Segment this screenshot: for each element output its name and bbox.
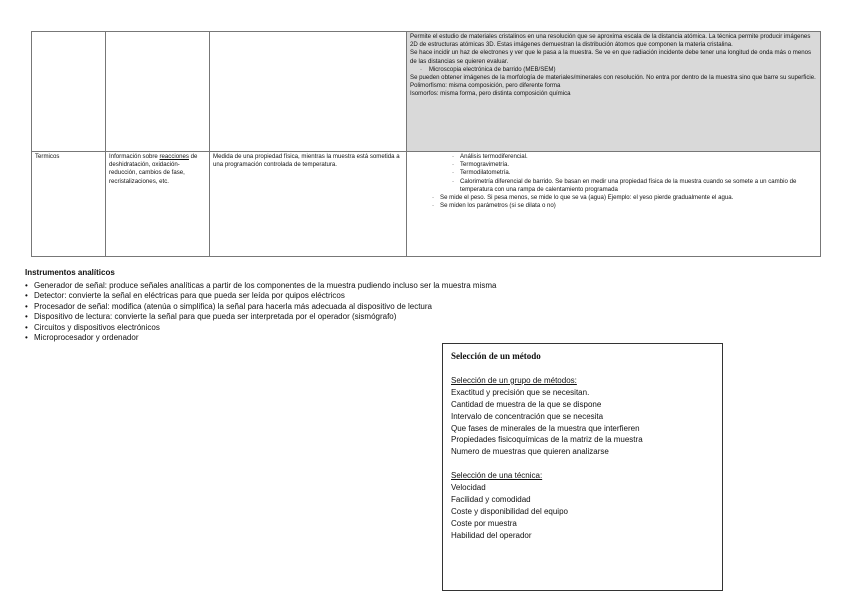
list-item: Velocidad bbox=[451, 483, 486, 493]
list-item: Intervalo de concentración que se necesita bbox=[451, 411, 604, 421]
paragraph: Isomorfos: misma forma, pero distinta composición química bbox=[410, 90, 571, 98]
spacer bbox=[451, 458, 714, 470]
list-item: • Detector: convierte la señal en eléctricas para que pueda ser leída por quipos eléctricos bbox=[25, 291, 496, 302]
list-item: · Termogravimetría. bbox=[450, 161, 817, 169]
table-cell: Medida de una propiedad física, mientras la muestra está sometida a una programación controlada de temperatura. bbox=[210, 152, 407, 257]
list-item: • Dispositivo de lectura: convierte la señal para que pueda ser interpretada por el operador (sismógrafo) bbox=[25, 312, 496, 323]
list-item: · Se mide el peso. Si pesa menos, se mide lo que se va (agua) Ejemplo: el yeso pierde gradualmente el agua. bbox=[430, 194, 817, 202]
list-item: Coste y disponibilidad del equipo bbox=[451, 506, 568, 516]
instrumentos-section bbox=[25, 268, 496, 344]
table-cell bbox=[106, 32, 210, 152]
list-item: • Circuitos y dispositivos electrónicos bbox=[25, 323, 496, 334]
tecnica-heading: Selección de una técnica: bbox=[451, 471, 543, 481]
list-item: Coste por muestra bbox=[451, 518, 517, 528]
list-item: Exactitud y precisión que se necesitan. bbox=[451, 387, 590, 397]
table-cell bbox=[32, 32, 106, 152]
section-title: Instrumentos analíticos bbox=[25, 268, 115, 277]
thermal-methods-list bbox=[410, 153, 817, 194]
paragraph: Se hace incidir un haz de electrones y ver que le pasa a la muestra. Se ve en que radiación incidente debe tener una longitud de onda más o menos de las distancias se quieren evaluar. bbox=[410, 49, 812, 65]
list-item: • Procesador de señal: modifica (atenúa o simplifica) la señal para hacerla más adecuada al dispositivo de lectura bbox=[25, 302, 496, 313]
table-cell bbox=[210, 32, 407, 152]
list-item: • Generador de señal: produce señales analíticas a partir de los componentes de la muestra pudiendo incluso ser la muestra misma bbox=[25, 281, 496, 292]
reacciones-link[interactable]: reacciones bbox=[159, 153, 189, 160]
table-cell bbox=[106, 152, 210, 257]
tecnica-list bbox=[451, 482, 714, 542]
bullet-text: Microscopia electrónica de barrido (MEB/SEM) bbox=[428, 65, 556, 73]
instrumentos-list bbox=[25, 281, 496, 344]
table-cell bbox=[407, 152, 821, 257]
list-item: · Termodilatometría. bbox=[450, 169, 817, 177]
table-cell-description bbox=[407, 32, 821, 152]
paragraph: Polimorfismo: misma composición, pero diferente forma bbox=[410, 82, 561, 90]
list-item: Facilidad y comodidad bbox=[451, 495, 531, 505]
list-item: Numero de muestras que quieren analizarse bbox=[451, 447, 609, 457]
seleccion-box bbox=[442, 343, 723, 591]
list-item: · Calorimetría diferencial de barrido. Se basan en medir una propiedad física de la muestra cuando se somete a un cambio de temperatura con una rampa de calentamiento programada bbox=[450, 178, 817, 194]
analysis-table bbox=[31, 31, 821, 257]
grupo-list bbox=[451, 387, 714, 458]
paragraph: Se pueden obtener imágenes de la morfología de materiales/minerales con resolución. No entra por dentro de la muestra sino que barre su superficie. bbox=[410, 74, 816, 82]
thermal-sub-list bbox=[410, 194, 817, 210]
list-item: • Microprocesador y ordenador bbox=[25, 333, 496, 344]
table-cell: Termicos bbox=[32, 152, 106, 257]
box-title: Selección de un método bbox=[451, 351, 541, 361]
cell-text: Información sobre bbox=[109, 153, 158, 160]
list-item: Que fases de minerales de la muestra que interfieren bbox=[451, 423, 640, 433]
grupo-heading: Selección de un grupo de métodos: bbox=[451, 375, 577, 385]
list-item: Cantidad de muestra de la que se dispone bbox=[451, 399, 602, 409]
cell-text: de deshidratación, oxidación-reducción, cambios de fase, recristalizaciones, etc. bbox=[109, 153, 198, 185]
list-item: Propiedades fisicoquímicas de la matriz de la muestra bbox=[451, 435, 643, 445]
list-item: Habilidad del operador bbox=[451, 530, 532, 540]
table-row bbox=[32, 32, 821, 152]
list-item: · Análisis termodiferencial. bbox=[450, 153, 817, 161]
table-row bbox=[32, 152, 821, 257]
bullet-item: · Microscopia electrónica de barrido (MEB/SEM) bbox=[420, 65, 556, 73]
paragraph: Permite el estudio de materiales cristalinos en una resolución que se aproxima escala de la distancia atómica. La técnica permite producir imágenes 2D de estructuras atómicas 3D. Estas imágenes demuestran la distribución átomos que componen la materia cristalina. bbox=[410, 33, 811, 49]
list-item: · Se miden los parámetros (si se dilata o no) bbox=[430, 202, 817, 210]
